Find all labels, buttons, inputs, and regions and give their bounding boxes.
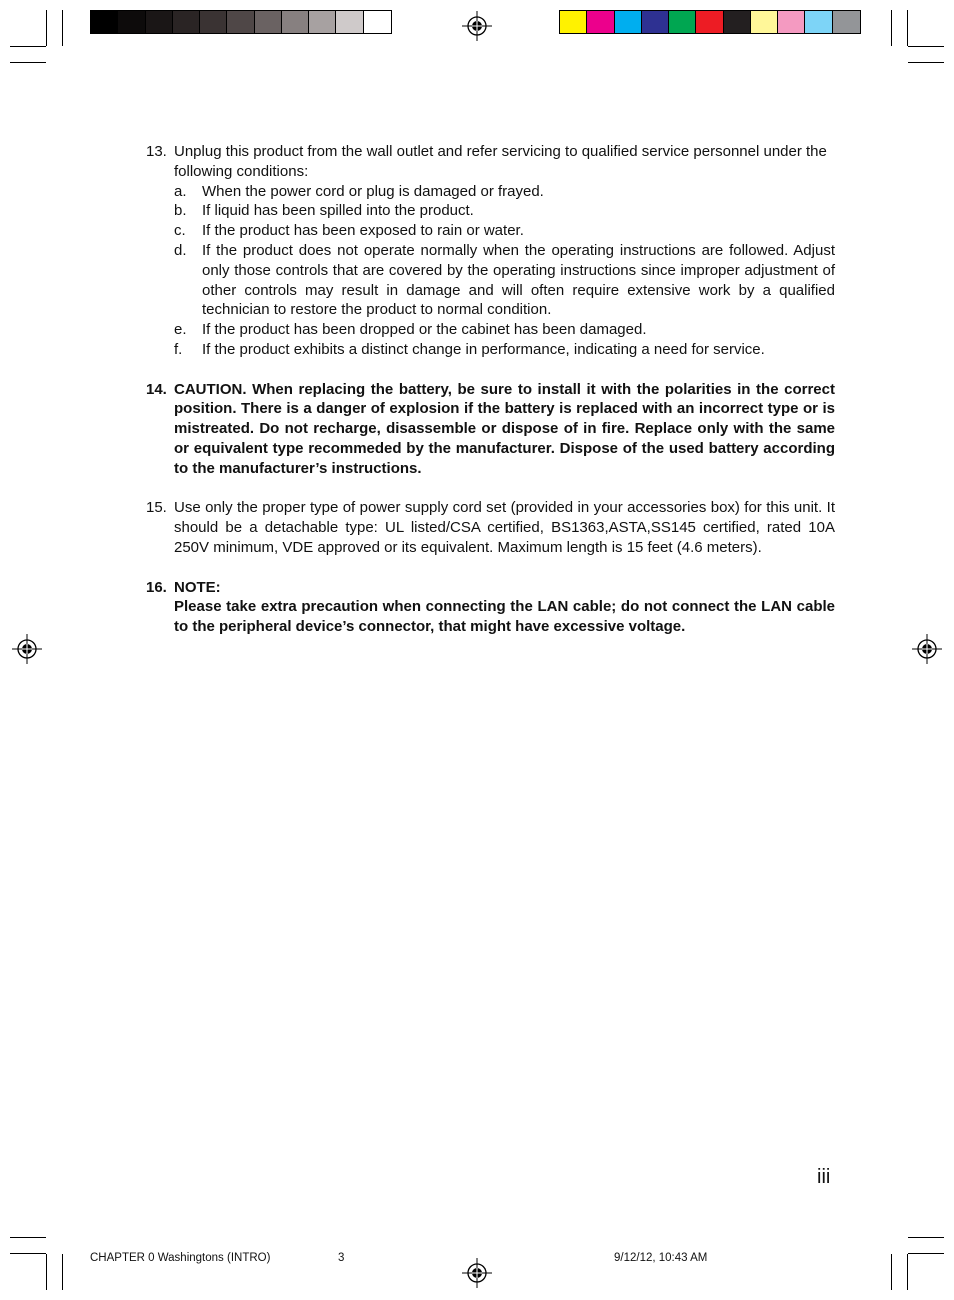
subitem-text: If the product has been exposed to rain or water.: [202, 222, 524, 240]
subitem-text: If the product exhibits a distinct change in performance, indicating a need for service.: [202, 340, 765, 358]
crop-mark: [908, 62, 944, 63]
item-text: Unplug this product from the wall outlet and refer servicing to qualified service personnel under the following conditions:: [174, 143, 827, 180]
footer-file-name: CHAPTER 0 Washingtons (INTRO): [90, 1252, 271, 1264]
color-swatch: [587, 11, 614, 33]
color-swatch: [309, 11, 336, 33]
subitem-letter: f.: [174, 340, 183, 358]
color-swatch: [364, 11, 391, 33]
note-heading: NOTE:: [174, 578, 221, 596]
grayscale-color-bar: [90, 10, 392, 34]
color-swatch: [805, 11, 832, 33]
crop-mark: [46, 1254, 47, 1290]
registration-mark-icon: [462, 1258, 492, 1288]
color-swatch: [778, 11, 805, 33]
registration-mark-icon: [12, 634, 42, 664]
color-swatch: [200, 11, 227, 33]
color-swatch: [255, 11, 282, 33]
registration-mark-icon: [912, 634, 942, 664]
subitem-text: If liquid has been spilled into the product.: [202, 202, 474, 220]
subitem: [174, 201, 835, 221]
subitem-text: If the product does not operate normally when the operating instructions are followed. Adjust only those controls that are covered by the operating instructions since improper adjustment of other controls may result in damage and will often require extensive work by a qualified technician to restore the product to normal condition.: [202, 241, 835, 319]
crop-mark: [908, 1237, 944, 1238]
item-text: Use only the proper type of power supply cord set (provided in your accessories box) for this unit. It should be a detachable type: UL listed/CSA certified, BS1363,ASTA,SS145 certified, rated 10A 250V minimum, VDE approved or its equivalent. Maximum length is 15 feet (4.6 meters).: [174, 499, 835, 556]
instruction-item-16: [146, 578, 835, 637]
caution-text: CAUTION. When replacing the battery, be sure to install it with the polarities in the correct position. There is a danger of explosion if the battery is replaced with an incorrect type or is mistreated. Do not recharge, disassemble or dispose of in fire. Replace only with the same or equivalent type recommeded by the manufacturer. Dispose of the used battery according to the manufacturer’s instructions.: [174, 380, 835, 477]
color-swatch: [833, 11, 860, 33]
crop-mark: [908, 46, 944, 47]
item-number: 16.: [146, 578, 167, 596]
footer-datetime: 9/12/12, 10:43 AM: [614, 1252, 708, 1264]
crop-mark: [10, 62, 46, 63]
color-swatch: [615, 11, 642, 33]
color-swatch: [560, 11, 587, 33]
color-swatch: [91, 11, 118, 33]
subitem: [174, 241, 835, 320]
instruction-item-14: [146, 380, 835, 479]
subitem: [174, 340, 835, 360]
footer-page: 3: [338, 1252, 345, 1264]
registration-mark-icon: [462, 11, 492, 41]
color-swatch: [751, 11, 778, 33]
color-swatch: [282, 11, 309, 33]
color-swatch: [173, 11, 200, 33]
subitem-text: If the product has been dropped or the cabinet has been damaged.: [202, 321, 647, 339]
crop-mark: [908, 1253, 944, 1254]
subitem: [174, 182, 835, 202]
color-swatch: [336, 11, 363, 33]
subitem: [174, 221, 835, 241]
color-swatch: [227, 11, 254, 33]
subitem-letter: e.: [174, 321, 187, 339]
item-number: 15.: [146, 499, 167, 517]
crop-mark: [891, 1254, 892, 1290]
subitem-letter: d.: [174, 241, 187, 259]
color-swatch: [642, 11, 669, 33]
crop-mark: [46, 10, 47, 46]
crop-mark: [891, 10, 892, 46]
crop-mark: [10, 1237, 46, 1238]
crop-mark: [10, 1253, 46, 1254]
instruction-item-13: [146, 142, 835, 360]
color-swatch: [696, 11, 723, 33]
subitem-letter: c.: [174, 222, 186, 240]
color-swatch: [146, 11, 173, 33]
crop-mark: [10, 46, 46, 47]
subitem-text: When the power cord or plug is damaged or frayed.: [202, 182, 544, 200]
crop-mark: [62, 1254, 63, 1290]
crop-mark: [62, 10, 63, 46]
process-color-bar: [559, 10, 861, 34]
subitem-letter: a.: [174, 182, 187, 200]
subitem-letter: b.: [174, 202, 187, 220]
crop-mark: [907, 1254, 908, 1290]
crop-mark: [907, 10, 908, 46]
color-swatch: [669, 11, 696, 33]
color-swatch: [118, 11, 145, 33]
note-text: Please take extra precaution when connecting the LAN cable; do not connect the LAN cable to the peripheral device’s connector, that might have excessive voltage.: [174, 598, 835, 636]
safety-instructions: [146, 142, 835, 657]
instruction-item-15: [146, 498, 835, 557]
color-swatch: [724, 11, 751, 33]
subitem: [174, 320, 835, 340]
page-number: iii: [817, 1166, 831, 1188]
item-number: 13.: [146, 143, 167, 160]
item-number: 14.: [146, 380, 167, 398]
